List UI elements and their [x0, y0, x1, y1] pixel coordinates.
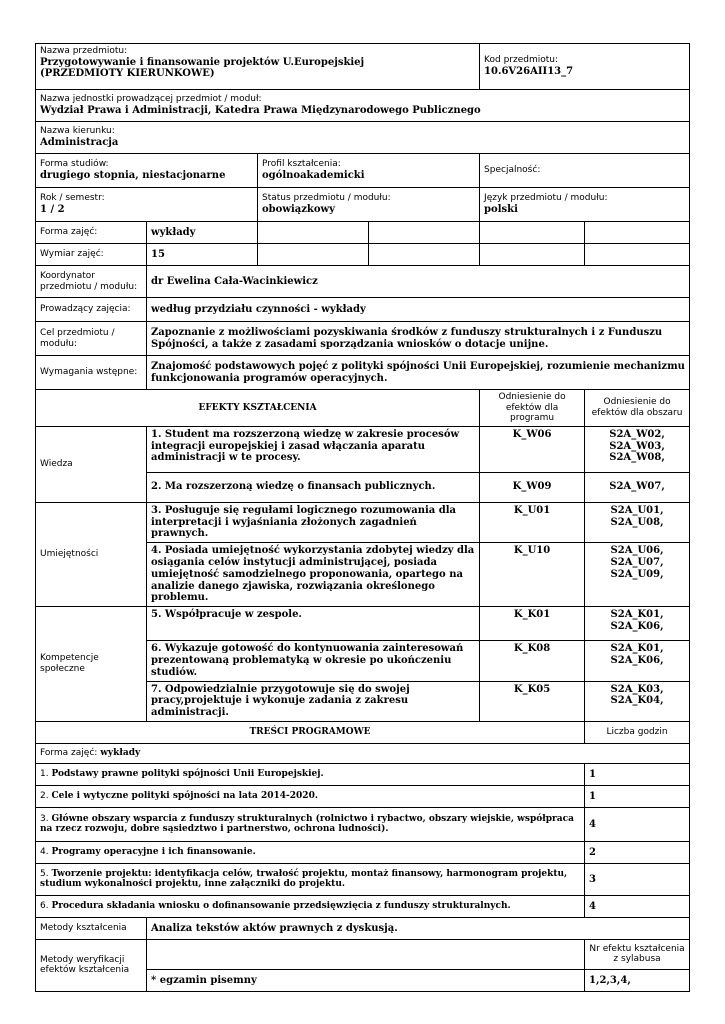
content-item-text: Główne obszary wsparcia z funduszy strukturalnych (rolnictwo i rybactwo, obszary wiejskie, współpraca na rzecz rozwoju, dobre sąsiedztwo i partnerstwo, ochrona ludności).: [40, 813, 574, 835]
field-cell: [36, 122, 690, 154]
effects-program-header: Odniesienie do efektów dla programu: [480, 390, 585, 427]
effect-area-refs: [585, 543, 690, 607]
teachers-label: Prowadzący zajęcia:: [36, 298, 147, 322]
effect-area-ref: S2A_W07,: [609, 481, 665, 493]
class-form-label: Forma zajęć:: [36, 222, 147, 244]
coordinator-label: Koordynator przedmiotu / modułu:: [36, 266, 147, 298]
empty-cell: [585, 244, 690, 266]
prereq-label: Wymagania wstępne:: [36, 356, 147, 390]
content-item-hours: 2: [585, 841, 690, 863]
effect-program-ref: K_W09: [480, 472, 585, 502]
subject-name: Przygotowywanie i finansowanie projektów U.Europejskiej: [40, 56, 365, 68]
effect-area-refs: [585, 641, 690, 681]
subject-code: 10.6V26AII13_7: [484, 65, 574, 77]
verification-effects-header: Nr efektu kształcenia z sylabusa: [585, 939, 690, 969]
subject-code-cell: [480, 44, 690, 90]
effect-program-ref: K_W06: [480, 426, 585, 472]
effect-area-ref: S2A_W02,: [609, 428, 665, 440]
verification-effects: 1,2,3,4,: [585, 969, 690, 991]
effect-program-ref: K_K08: [480, 641, 585, 681]
language-value: polski: [484, 203, 518, 215]
empty-cell: [480, 244, 585, 266]
teachers-value: według przydziału czynności - wykłady: [147, 298, 690, 322]
effect-text: 4. Posiada umiejętność wykorzystania zdobytej wiedzy dla osiągania celów instytucji administrującej, posiada umiejętność samodzielnego proponowania, opartego na analizie danego zjawiska, rozwiązania określonego problemu.: [147, 543, 480, 607]
content-item-number: 4.: [40, 847, 49, 858]
class-form-value: wykłady: [147, 222, 258, 244]
content-item-hours: 4: [585, 807, 690, 841]
effect-area-refs: [585, 607, 690, 641]
content-item-number: 1.: [40, 769, 49, 780]
content-item-hours: 3: [585, 863, 690, 895]
content-form-cell: [36, 743, 690, 763]
unit-cell: [36, 90, 690, 122]
effect-program-ref: K_K01: [480, 607, 585, 641]
year-label: Rok / semestr:: [40, 193, 105, 204]
content-form-label: Forma zajęć:: [40, 748, 98, 759]
study-form-value: drugiego stopnia, niestacjonarne: [40, 169, 226, 181]
status-cell: [258, 188, 480, 222]
empty-cell: [369, 222, 480, 244]
effect-text: 1. Student ma rozszerzoną wiedzę w zakresie procesów integracji europejskiej i zasad włączania aparatu administracji w te procesy.: [147, 426, 480, 472]
effect-area-ref: S2A_K06,: [610, 621, 664, 632]
content-item-text: Programy operacyjne i ich finansowanie.: [51, 847, 256, 858]
effect-area-ref: S2A_U06,: [610, 545, 664, 557]
content-item: [36, 807, 585, 841]
language-cell: [480, 188, 690, 222]
effect-area-ref: S2A_W08,: [609, 452, 665, 464]
empty-cell: [258, 244, 369, 266]
content-hours-header: Liczba godzin: [585, 721, 690, 743]
effect-area-ref: S2A_U08,: [610, 516, 664, 528]
subject-cell: [36, 44, 480, 90]
effect-area-ref: S2A_U01,: [610, 504, 664, 516]
effect-area-ref: S2A_U09,: [610, 568, 664, 580]
effects-group-knowledge: Wiedza: [36, 426, 147, 502]
content-item-text: Tworzenie projektu: identyfikacja celów, trwałość projektu, montaż finansowy, harmonogram projektu, studium wykonalności projektu, inne załączniki do projektu.: [40, 868, 568, 890]
effect-text: 2. Ma rozszerzoną wiedzę o finansach publicznych.: [147, 472, 480, 502]
empty-cell: [369, 244, 480, 266]
goal-label: Cel przedmiotu / modułu:: [36, 322, 147, 356]
field-label: Nazwa kierunku:: [40, 126, 115, 137]
empty-cell: [480, 222, 585, 244]
study-form-cell: [36, 154, 258, 188]
content-item-number: 3.: [40, 813, 49, 824]
verification-method: * egzamin pisemny: [147, 969, 585, 991]
content-item-hours: 4: [585, 895, 690, 917]
verification-label: Metody weryfikacji efektów kształcenia: [36, 939, 147, 991]
content-item-text: Procedura składania wniosku o dofinansowanie przedsięwzięcia z funduszy strukturalnych.: [51, 901, 511, 912]
effect-text: 3. Posługuje się regułami logicznego rozumowania dla interpretacji i wyjaśniania złożonych zagadnień prawnych.: [147, 502, 480, 542]
content-item: [36, 763, 585, 785]
effect-area-refs: [585, 502, 690, 542]
content-item-number: 2.: [40, 791, 49, 802]
empty-cell: [258, 222, 369, 244]
effects-area-header: Odniesienie do efektów dla obszaru: [585, 390, 690, 427]
effect-area-refs: [585, 472, 690, 502]
unit-label: Nazwa jednostki prowadzącej przedmiot / moduł:: [40, 94, 262, 105]
effects-group-skills: Umiejętności: [36, 502, 147, 606]
subject-label: Nazwa przedmiotu:: [40, 46, 128, 56]
effect-program-ref: K_U01: [480, 502, 585, 542]
effect-area-ref: S2A_K01,: [610, 643, 664, 655]
field-name: Administracja: [40, 136, 119, 148]
profile-cell: [258, 154, 480, 188]
profile-value: ogólnoakademicki: [262, 169, 365, 181]
effect-text: 7. Odpowiedzialnie przygotowuje się do swojej pracy,projektuje i wykonuje zadania z zakresu administracji.: [147, 681, 480, 721]
empty-cell: [585, 222, 690, 244]
content-item: [36, 785, 585, 807]
effects-group-social: Kompetencje społeczne: [36, 607, 147, 722]
study-form-label: Forma studiów:: [40, 159, 109, 170]
effect-area-ref: S2A_K01,: [610, 609, 664, 621]
content-item-number: 5.: [40, 868, 49, 879]
goal-value: Zapoznanie z możliwościami pozyskiwania środków z funduszy strukturalnych i z Funduszu Spójności, a także z zasadami sporządzania wniosków o dotacje unijne.: [147, 322, 690, 356]
subject-code-label: Kod przedmiotu:: [484, 55, 559, 66]
methods-label: Metody kształcenia: [36, 917, 147, 939]
year-value: 1 / 2: [40, 203, 65, 215]
effect-text: 5. Współpracuje w zespole.: [147, 607, 480, 641]
methods-value: Analiza tekstów aktów prawnych z dyskusją.: [147, 917, 690, 939]
class-hours-value: 15: [147, 244, 258, 266]
content-item-hours: 1: [585, 785, 690, 807]
subject-group: (PRZEDMIOTY KIERUNKOWE): [40, 68, 215, 80]
syllabus-table: [35, 43, 690, 992]
effect-area-ref: S2A_K06,: [610, 655, 664, 666]
content-item-hours: 1: [585, 763, 690, 785]
content-item: [36, 863, 585, 895]
profile-label: Profil kształcenia:: [262, 159, 341, 170]
class-hours-label: Wymiar zajęć:: [36, 244, 147, 266]
content-item: [36, 895, 585, 917]
effect-area-refs: [585, 681, 690, 721]
effect-program-ref: K_U10: [480, 543, 585, 607]
content-item-text: Podstawy prawne polityki spójności Unii Europejskiej.: [51, 769, 324, 780]
effects-header: EFEKTY KSZTAŁCENIA: [36, 390, 480, 427]
specialty-cell: [480, 154, 690, 188]
content-header: TREŚCI PROGRAMOWE: [36, 721, 585, 743]
content-form-value: wykłady: [100, 748, 141, 759]
content-item-text: Cele i wytyczne polityki spójności na lata 2014-2020.: [51, 791, 318, 802]
unit-name: Wydział Prawa i Administracji, Katedra Prawa Międzynarodowego Publicznego: [40, 104, 481, 116]
empty-cell: [147, 939, 585, 969]
effect-area-ref: S2A_K04,: [610, 695, 664, 707]
status-label: Status przedmiotu / modułu:: [262, 193, 391, 204]
prereq-value: Znajomość podstawowych pojęć z polityki spójności Unii Europejskiej, rozumienie mechanizmu funkcjonowania programów operacyjnych.: [147, 356, 690, 390]
effect-program-ref: K_K05: [480, 681, 585, 721]
effect-area-ref: S2A_K03,: [610, 683, 664, 695]
status-value: obowiązkowy: [262, 203, 335, 215]
effect-area-ref: S2A_W03,: [609, 440, 665, 452]
content-item-number: 6.: [40, 901, 49, 912]
coordinator-value: dr Ewelina Cała-Wacinkiewicz: [147, 266, 690, 298]
year-cell: [36, 188, 258, 222]
content-item: [36, 841, 585, 863]
effect-area-refs: [585, 426, 690, 472]
specialty-label: Specjalność:: [484, 165, 541, 176]
effect-area-ref: S2A_U07,: [610, 557, 664, 569]
language-label: Język przedmiotu / modułu:: [484, 193, 608, 204]
effect-text: 6. Wykazuje gotowość do kontynuowania zainteresowań prezentowaną problematyką w okresie po ukończeniu studiów.: [147, 641, 480, 681]
